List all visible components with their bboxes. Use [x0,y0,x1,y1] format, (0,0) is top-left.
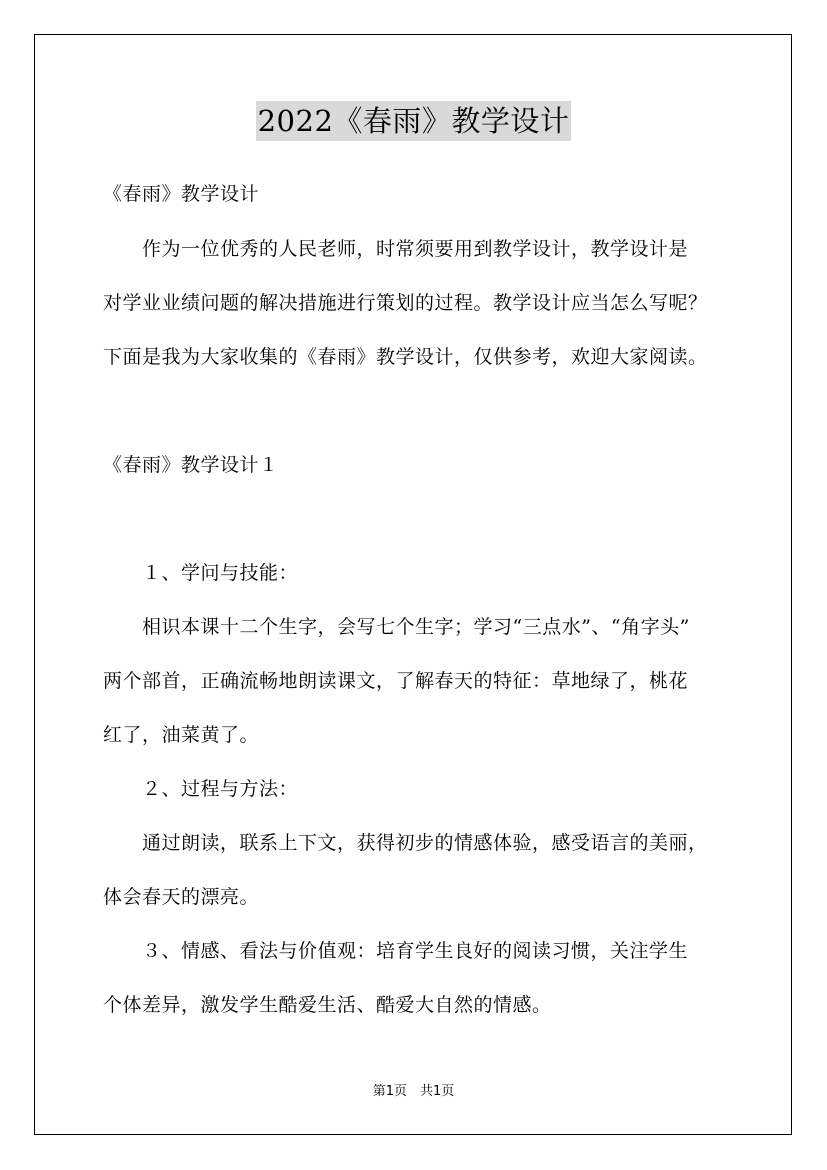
paragraph-line: ３、情感、看法与价值观：培育学生良好的阅读习惯，关注学生 [103,940,689,962]
section-heading: 《春雨》教学设计１ [103,454,279,476]
paragraph-line: 通过朗读，联系上下文，获得初步的情感体验，感受语言的美丽， [103,832,708,854]
paragraph-line: 个体差异，激发学生酷爱生活、酷爱大自然的情感。 [103,994,552,1016]
paragraph-line: 红了，油菜黄了。 [103,724,260,746]
paragraph-line: 对学业业绩问题的解决措施进行策划的过程。教学设计应当怎么写呢？ [103,292,708,314]
paragraph-line: 两个部首，正确流畅地朗读课文，了解春天的特征：草地绿了，桃花 [103,670,689,692]
paragraph-line: 作为一位优秀的人民老师，时常须要用到教学设计，教学设计是 [103,238,689,260]
subheading: １、学问与技能： [103,562,299,584]
subheading: ２、过程与方法： [103,778,299,800]
document-title: 2022《春雨》教学设计 [256,101,572,141]
title-container [0,101,827,141]
section-heading: 《春雨》教学设计 [103,183,260,205]
paragraph-line: 相识本课十二个生字，会写七个生字；学习“三点水”、“角字头” [103,616,690,638]
paragraph-line: 下面是我为大家收集的《春雨》教学设计，仅供参考，欢迎大家阅读。 [103,346,708,368]
paragraph-line: 体会春天的漂亮。 [103,886,260,908]
page-footer: 第1页 共1页 [372,1084,455,1099]
